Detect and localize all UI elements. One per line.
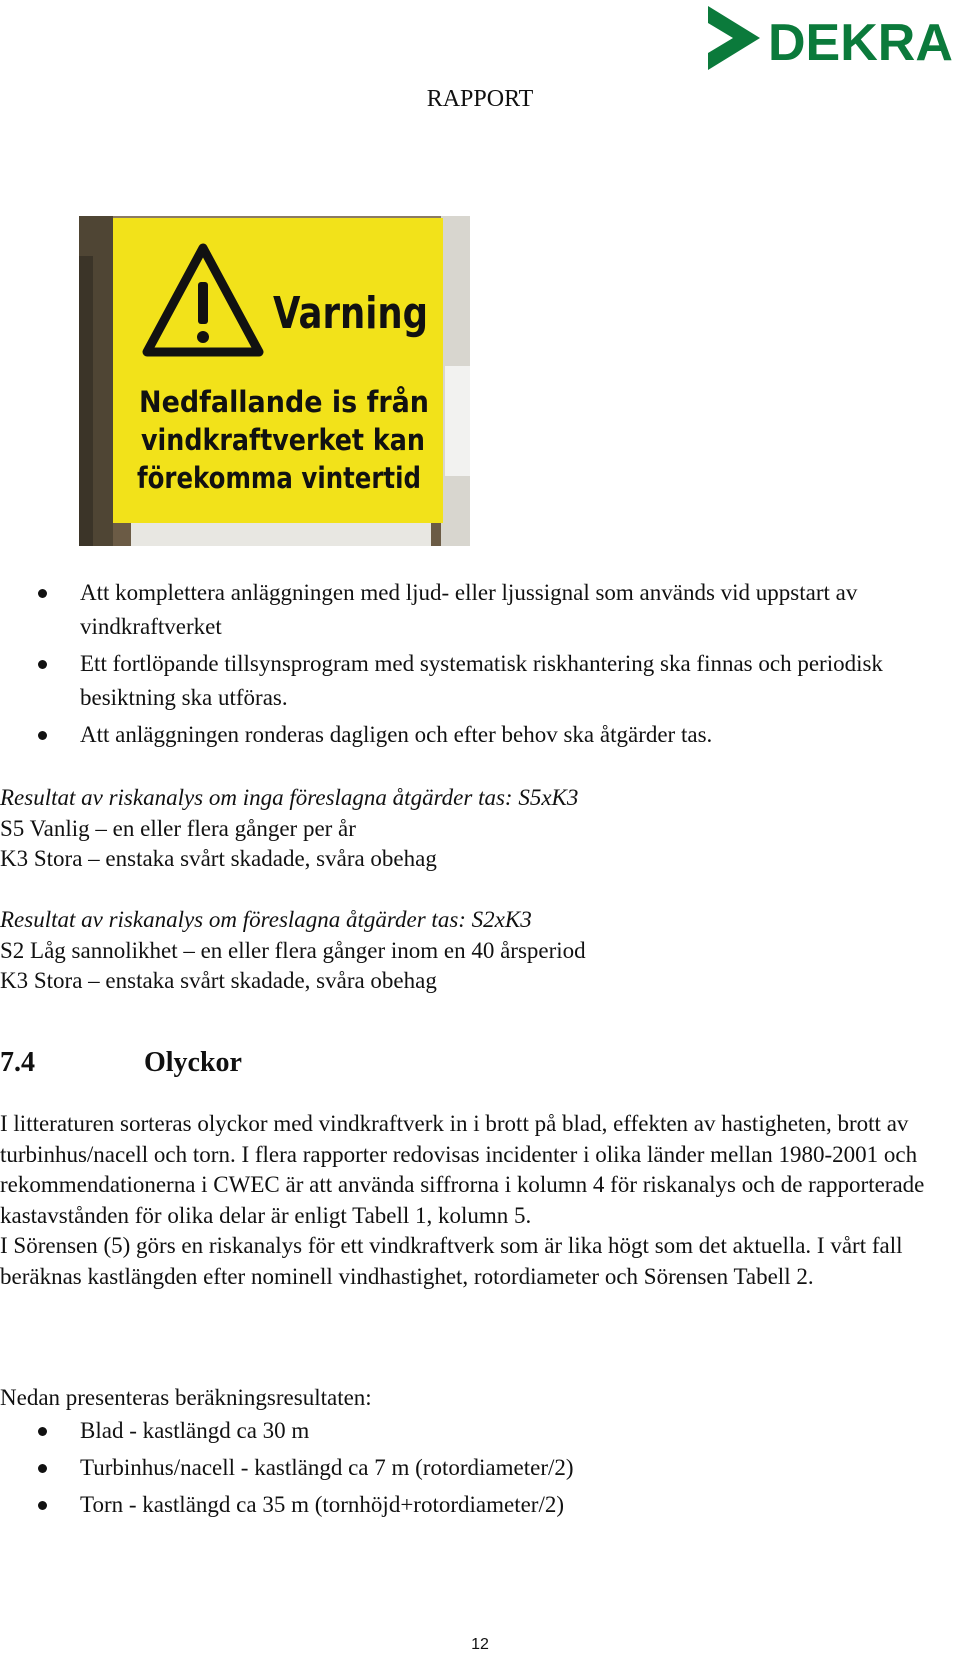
measures-list — [0, 576, 960, 755]
list-item-text: Torn - kastlängd ca 35 m (tornhöjd+rotordiameter/2) — [80, 1492, 564, 1517]
risk-result-line: K3 Stora – enstaka svårt skadade, svåra obehag — [0, 968, 437, 993]
dekra-logo-text: DEKRA — [768, 14, 953, 72]
risk-result-line: K3 Stora – enstaka svårt skadade, svåra obehag — [0, 846, 437, 871]
bullet-icon — [38, 660, 47, 669]
paragraph: I litteraturen sorteras olyckor med vindkraftverk in i brott på blad, effekten av hastigheten, brott av turbinhus/nacell och torn. I flera rapporter redovisas incidenter i olika länder mellan 1980-2001 och rekommendationerna i CWEC är att använda siffrorna i kolumn 4 för riskanalys och de rapporterade kastavstånden för olika delar är enligt Tabell 1, kolumn 5. — [0, 1111, 925, 1228]
list-item-text: Blad - kastlängd ca 30 m — [80, 1418, 310, 1443]
dekra-logo-mark — [708, 6, 760, 70]
results-list — [0, 1414, 960, 1525]
risk-result-title: Resultat av riskanalys om föreslagna åtgärder tas: S2xK3 — [0, 907, 532, 932]
list-item-text: Ett fortlöpande tillsynsprogram med systematisk riskhantering ska finnas och periodisk besiktning ska utföras. — [80, 651, 883, 710]
list-item — [0, 576, 960, 644]
risk-result-no-measures — [0, 783, 950, 875]
warning-sign-image — [79, 216, 470, 546]
list-item-text: Att anläggningen ronderas dagligen och efter behov ska åtgärder tas. — [80, 722, 713, 747]
bullet-icon — [38, 1464, 47, 1473]
page-number: 12 — [471, 1636, 489, 1653]
dekra-logo-graphic — [706, 6, 956, 72]
list-item — [0, 1488, 960, 1522]
section-heading — [0, 1047, 242, 1079]
sign-title: Varning — [273, 288, 428, 339]
list-item — [0, 647, 960, 715]
dekra-logo — [706, 6, 956, 72]
list-item — [0, 1414, 960, 1448]
bullet-icon — [38, 1501, 47, 1510]
section-number: 7.4 — [0, 1047, 35, 1078]
bullet-icon — [38, 731, 47, 740]
bullet-icon — [38, 1427, 47, 1436]
list-item-text: Att komplettera anläggningen med ljud- eller ljussignal som används vid uppstart av vindkraftverket — [80, 580, 858, 639]
paragraph: I Sörensen (5) görs en riskanalys för ett vindkraftverk som är lika högt som det aktuella. I vårt fall beräknas kastlängden efter nominell vindhastighet, rotordiameter och Sörensen Tabell 2. — [0, 1233, 903, 1289]
risk-result-line: S5 Vanlig – en eller flera gånger per år — [0, 815, 356, 841]
section-body — [0, 1109, 950, 1292]
risk-result-title: Resultat av riskanalys om inga föreslagna åtgärder tas: S5xK3 — [0, 785, 579, 810]
sign-line-1: Nedfallande is från — [139, 385, 429, 419]
list-item — [0, 1451, 960, 1485]
warning-sign-photo — [79, 216, 470, 546]
risk-result-with-measures — [0, 905, 950, 997]
risk-result-line: S2 Låg sannolikhet – en eller flera gånger inom en 40 årsperiod — [0, 937, 586, 963]
results-intro: Nedan presenteras beräkningsresultaten: — [0, 1385, 372, 1410]
bullet-icon — [38, 589, 47, 598]
sign-line-3: förekomma vintertid — [137, 461, 421, 495]
list-item — [0, 718, 960, 752]
list-item-text: Turbinhus/nacell - kastlängd ca 7 m (rotordiameter/2) — [80, 1455, 574, 1480]
sign-line-2: vindkraftverket kan — [141, 423, 425, 457]
section-title: Olyckor — [144, 1047, 242, 1078]
page-header-title: RAPPORT — [426, 86, 534, 112]
